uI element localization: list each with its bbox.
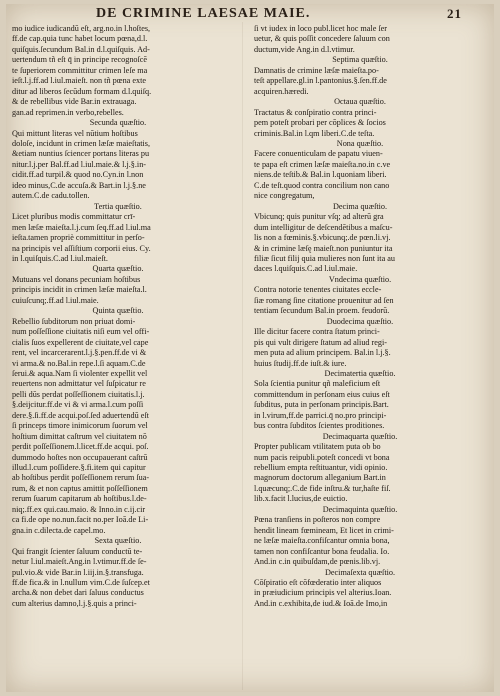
text-line: ieſta.tamen propriè committitur in perſo- bbox=[12, 233, 145, 243]
text-line: cuiuſcunq;.ff.ad l.iul.maie. bbox=[12, 295, 99, 305]
text-line: And.in c.exhibita,de iud.& Ioā.de Imo,in bbox=[254, 598, 388, 608]
text-line: rerum ſuarum capitarum ab hoſtibus.l.de- bbox=[12, 494, 147, 504]
section-heading: Quarta quæſtio. bbox=[92, 264, 144, 274]
section-heading: Decimatertia quæſtio. bbox=[324, 368, 396, 378]
page-title: DE CRIMINE LAESAE MAIE. bbox=[96, 6, 311, 21]
text-line: hoſtium dimittat caſtrum vel ciuitatem nō bbox=[12, 431, 147, 441]
text-line: l.quæcunq;.C.de fide inſtru.& tur,haſte fiſ. bbox=[254, 483, 391, 493]
text-line: archa.& non debet dari ſaluus conductus bbox=[12, 588, 144, 598]
text-line: committendum in perſonam eius cuius eſt bbox=[254, 389, 390, 399]
text-line: quiſquis.ſecundum Bal.in d.l.quiſquis. Ad- bbox=[12, 44, 150, 54]
running-header bbox=[36, 6, 474, 24]
text-line: Facere conuenticulam de papatu viuen- bbox=[254, 149, 383, 159]
text-line: pelli dūs perdat poſſeſſionem ciuitatis.l.j. bbox=[12, 389, 145, 399]
text-line: cidit.ff.ad turpil.& quod no.Cyn.in l.non bbox=[12, 170, 144, 180]
text-line: §.deijcitur.ff.de vi & vi arma.l.cum poſſi bbox=[12, 400, 144, 410]
section-heading: Nona quæſtio. bbox=[336, 138, 384, 148]
section-heading: Quinta quæſtio. bbox=[92, 306, 144, 316]
text-line: perdit poſſeſſionem.l.licet.ff.de acqui. poſ. bbox=[12, 442, 149, 452]
text-line: &etiam nuntius ſciencer portans literas pu bbox=[12, 149, 150, 159]
text-line: lis non a fœminis.§.vbicunq;.de pœn.li.vj. bbox=[254, 233, 391, 243]
text-line: te ſuperiorem committitur crimen leſe ma bbox=[12, 65, 148, 75]
text-line: pis qui vult dirigere ſtatum ad aliud regi- bbox=[254, 337, 388, 347]
text-line: Rebellio ſubditorum non priuat domi- bbox=[12, 316, 136, 326]
text-line: ca fi.de ope no.nun.facit no.per Ioā.de Li- bbox=[12, 515, 149, 525]
text-line: Vbicunq; quis punitur vſq; ad alterū gra bbox=[254, 212, 384, 222]
text-line: pem poteſt probari per cōplices & ſocios bbox=[254, 118, 386, 128]
text-line: Damnatis de crimine læſæ maieſta.po- bbox=[254, 65, 379, 75]
section-heading: Decimaſexta quæſtio. bbox=[324, 567, 396, 577]
text-line: C.de teſt.quod contra concilium non cano bbox=[254, 180, 390, 190]
right-text-column bbox=[254, 24, 466, 609]
text-line: cialis ſuos expellerent de ciuitate,vel cape bbox=[12, 337, 149, 347]
text-line: huius ſtudij.ff.de iuſt.& iure. bbox=[254, 358, 347, 368]
text-line: ieſt.l.j.ff.ad l.iul.maieſt. non tñ pœna exte bbox=[12, 76, 147, 86]
text-line: ſi vt iudex in loco publ.licet hoc male ſer bbox=[254, 24, 388, 33]
text-line: And.in c.in quibuſdam,de pœnis.lib.vj. bbox=[254, 557, 381, 567]
text-line: na principis vel aſſiſtium corporii eius. Cy. bbox=[12, 243, 151, 253]
text-line: Qui frangit ſcienter ſaluum conductū te- bbox=[12, 546, 143, 556]
section-heading: Vndecima quæſtio. bbox=[328, 274, 392, 284]
text-line: ductum,vide Ang.in d.l.vtimur. bbox=[254, 44, 355, 54]
text-line: dere.§.ſi.ff.de acqui.poſ.ſed aduertendū eſt bbox=[12, 410, 149, 420]
text-line: mo iudice iudicandū eſt, arg.no.in l.hoſtes, bbox=[12, 24, 151, 33]
text-line: ab hoſtibus perdit poſſeſſionem rerum ſua- bbox=[12, 473, 150, 483]
text-line: teſt appellare.gl.in l.pantonius.§.ſen.ff.de bbox=[254, 76, 387, 86]
text-line: gna.in c.dilecta.de capel.mo. bbox=[12, 525, 106, 535]
text-line: men læſæ maieſta.l.j.cum ſeq.ff.ad l.iul.ma bbox=[12, 222, 151, 232]
text-line: dum intelligitur de deſcendētibus a maſcu- bbox=[254, 222, 393, 232]
text-line: Contra notorie tenentes ciuitates eccle- bbox=[254, 285, 382, 295]
text-line: rum, & et non captus amittit poſſeſſionem bbox=[12, 483, 148, 493]
text-line: tentiam ſecundum Bal.in proem. feudorū. bbox=[254, 306, 390, 316]
text-line: rent, vel incarcerarent.l.j.§.pen.ff.de vi & bbox=[12, 348, 147, 358]
text-line: rebellium empta reſtituantur, vidi opinio. bbox=[254, 463, 388, 473]
text-line: acquiren.hæredi. bbox=[254, 86, 309, 96]
text-line: Qui mittunt literas vel nūtium hoſtibus bbox=[12, 128, 138, 138]
left-text-column bbox=[12, 24, 224, 609]
text-line: cum alterius damno,l.j.§.quis a princi- bbox=[12, 598, 137, 608]
text-line: magnorum doctorum alleganium Bart.in bbox=[254, 473, 386, 483]
section-heading: Secunda quæſtio. bbox=[89, 118, 147, 128]
page-number: 21 bbox=[447, 6, 462, 21]
text-line: tamen non confiſcantur bona feudalia. Io. bbox=[254, 546, 390, 556]
text-line: in l.virum,ff.de parrici.q̄ no.pro principi- bbox=[254, 410, 387, 420]
section-heading: Septima quæſtio. bbox=[332, 55, 388, 65]
text-line: ſubditus, puta in perſonam principis.Bart. bbox=[254, 400, 389, 410]
section-heading: Octaua quæſtio. bbox=[334, 97, 386, 107]
text-line: men puta ad alium principem. Bal.in l.j.§. bbox=[254, 348, 391, 358]
text-line: ff.de cap.quia tunc habet locum pœna,d.l. bbox=[12, 34, 148, 44]
text-line: ſi princeps timore inimicorum ſuorum vel bbox=[12, 421, 148, 431]
text-line: filiæ ſicut filij quia mulieres non ſunt ita au bbox=[254, 253, 395, 263]
text-line: niens.de teſtib.& Bal.in l.quoniam liberi. bbox=[254, 170, 387, 180]
text-line: autem.C.de cadu.tollen. bbox=[12, 191, 90, 201]
text-line: ff.de fica.& in l.nullum vim.C.de ſuſcep.et bbox=[12, 578, 150, 588]
text-line: & de rebellibus vide Bar.in extrauaga. bbox=[12, 97, 137, 107]
section-heading: Decimaquinta quæſtio. bbox=[322, 504, 398, 514]
text-line: nitur.l.j.per Bal.ff.ad l.iul.maie.& l.j.§.in- bbox=[12, 159, 147, 169]
text-line: ne læſæ maieſta.confiſcantur omnia bona, bbox=[254, 536, 390, 546]
text-line: uetur, & quis poſſit concedere ſaluum con bbox=[254, 34, 390, 44]
book-page bbox=[6, 4, 494, 692]
text-line: te papa eſt crimen læſæ maieſta.no.in c.ve bbox=[254, 159, 391, 169]
text-line: ditur ad liberos ſecūdum formam d.l.quiſq. bbox=[12, 86, 152, 96]
section-heading: Decimaquarta quæſtio. bbox=[322, 431, 398, 441]
text-line: gan.ad reprimen.in verbo,rebelles. bbox=[12, 107, 124, 117]
section-heading: Tertia quæſtio. bbox=[94, 201, 142, 211]
text-line: Sola ſcientia punitur qñ maleficium eſt bbox=[254, 379, 381, 389]
text-line: bus contra ſubditos ſcientes proditiones. bbox=[254, 421, 385, 431]
text-line: Cōſpiratio eſt cōfœderatio inter aliquos bbox=[254, 578, 382, 588]
text-line: uertendum tñ eſt q̄ in principe recognoſcē bbox=[12, 55, 148, 65]
text-line: Propter publicam vtilitatem puta ob bo bbox=[254, 442, 381, 452]
text-line: illud.l.cum poſſidere.§.fi.item qui capitur bbox=[12, 463, 146, 473]
text-line: num poſſeſſione ciuitatis niſi eum vel offi- bbox=[12, 327, 150, 337]
text-line: criminis.Bal.in l.qm liberi.C.de teſta. bbox=[254, 128, 375, 138]
text-line: & in crimine læſę maieſt.non puniuntur ita bbox=[254, 243, 393, 253]
text-line: num pacis reipubli.poteſt concedi vt bona bbox=[254, 452, 390, 462]
text-line: Ille dicitur facere contra ſtatum princi- bbox=[254, 327, 380, 337]
text-line: niq;.ff.ex qui.cau.maio. & Inno.in c.ij.cir bbox=[12, 504, 146, 514]
text-line: reuertens non admittatur vel ſuſpicatur re bbox=[12, 379, 146, 389]
text-line: in præiudicium principis vel alterius.Ioan. bbox=[254, 588, 392, 598]
text-line: in l.quiſquis.C.ad l.iul.maieſt. bbox=[12, 253, 108, 263]
text-line: ideo minus,C.de accuſa.& Bart.in l.j.§.ne bbox=[12, 180, 146, 190]
text-line: daces l.quiſquis.C.ad l.iul.maie. bbox=[254, 264, 358, 274]
text-line: Pœna tranſiens in poſteros non compre bbox=[254, 515, 381, 525]
column-gutter bbox=[242, 22, 243, 690]
text-line: pul.vio.& vide Bar.in l.iij.in.§.transfuga. bbox=[12, 567, 144, 577]
text-line: Mutuans vel donans pecuniam hoſtibus bbox=[12, 274, 141, 284]
text-line: ſiæ romang ſine citatione prouenitur ad ſen bbox=[254, 295, 394, 305]
section-heading: Decima quæſtio. bbox=[332, 201, 388, 211]
section-heading: Duodecima quæſtio. bbox=[326, 316, 394, 326]
text-line: Tractatus & conſpiratio contra princi- bbox=[254, 107, 377, 117]
text-line: ſerui.& aqua.Nam ſi violenter expellit vel bbox=[12, 368, 148, 378]
text-line: hendit lineam fœmineam, Et licet in crimi- bbox=[254, 525, 394, 535]
text-line: lib.x.facit l.lucius,de euictio. bbox=[254, 494, 348, 504]
text-line: Licet pluribus modis committatur crī- bbox=[12, 212, 136, 222]
text-line: vi arma.& no.Bal.in repe.l.ſi aquam.C.de bbox=[12, 358, 146, 368]
text-line: doloſe, incidunt in crimen læſæ maieſtatis, bbox=[12, 138, 151, 148]
text-line: nice congregatum, bbox=[254, 191, 315, 201]
section-heading: Sexta quæſtio. bbox=[94, 536, 142, 546]
text-line: dummodo hoſtes non occupauerant caſtrū bbox=[12, 452, 148, 462]
text-line: netur l.iul.maieſt.Ang.in l.vtimur.ff.de ſe- bbox=[12, 557, 147, 567]
text-line: principis incidit in crimen læſæ maieſta.l. bbox=[12, 285, 147, 295]
